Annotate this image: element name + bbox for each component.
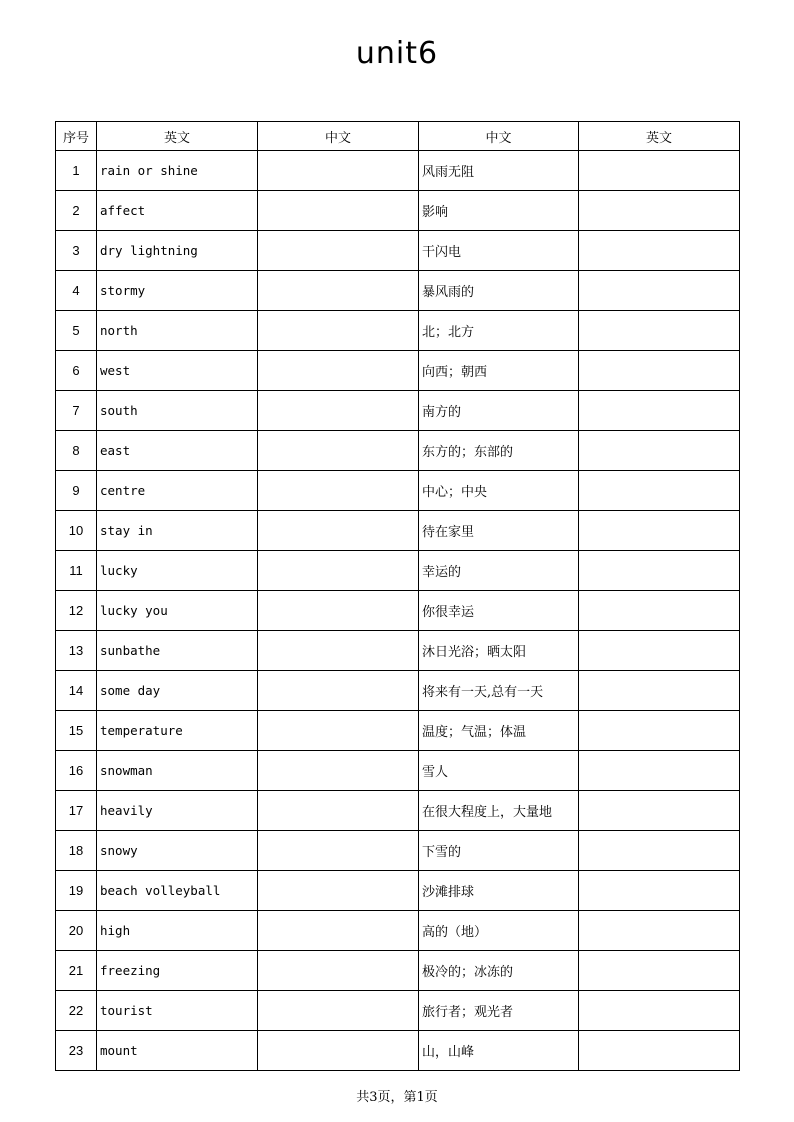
english-word: lucky you xyxy=(97,591,258,631)
row-number: 18 xyxy=(56,831,97,871)
english-word: west xyxy=(97,351,258,391)
english-answer-blank xyxy=(579,351,740,391)
chinese-answer-blank xyxy=(258,311,419,351)
table-row xyxy=(56,471,740,511)
table-body xyxy=(56,151,740,1071)
chinese-meaning: 南方的 xyxy=(419,391,579,431)
chinese-meaning: 雪人 xyxy=(419,751,579,791)
chinese-answer-blank xyxy=(258,431,419,471)
chinese-meaning: 沐日光浴；晒太阳 xyxy=(419,631,579,671)
english-answer-blank xyxy=(579,871,740,911)
english-answer-blank xyxy=(579,791,740,831)
english-answer-blank xyxy=(579,591,740,631)
english-word: lucky xyxy=(97,551,258,591)
chinese-meaning: 幸运的 xyxy=(419,551,579,591)
row-number: 8 xyxy=(56,431,97,471)
english-answer-blank xyxy=(579,391,740,431)
chinese-answer-blank xyxy=(258,231,419,271)
chinese-meaning: 暴风雨的 xyxy=(419,271,579,311)
chinese-meaning: 将来有一天,总有一天 xyxy=(419,671,579,711)
english-word: high xyxy=(97,911,258,951)
row-number: 7 xyxy=(56,391,97,431)
english-answer-blank xyxy=(579,551,740,591)
english-word: tourist xyxy=(97,991,258,1031)
table-row xyxy=(56,951,740,991)
table-row xyxy=(56,991,740,1031)
row-number: 23 xyxy=(56,1031,97,1071)
chinese-meaning: 向西；朝西 xyxy=(419,351,579,391)
row-number: 13 xyxy=(56,631,97,671)
english-answer-blank xyxy=(579,271,740,311)
row-number: 20 xyxy=(56,911,97,951)
english-answer-blank xyxy=(579,151,740,191)
english-word: east xyxy=(97,431,258,471)
row-number: 6 xyxy=(56,351,97,391)
row-number: 14 xyxy=(56,671,97,711)
english-answer-blank xyxy=(579,311,740,351)
chinese-answer-blank xyxy=(258,831,419,871)
table-row xyxy=(56,311,740,351)
row-number: 19 xyxy=(56,871,97,911)
chinese-answer-blank xyxy=(258,1031,419,1071)
english-answer-blank xyxy=(579,911,740,951)
row-number: 10 xyxy=(56,511,97,551)
table-row xyxy=(56,631,740,671)
chinese-meaning: 旅行者；观光者 xyxy=(419,991,579,1031)
english-answer-blank xyxy=(579,671,740,711)
row-number: 12 xyxy=(56,591,97,631)
chinese-answer-blank xyxy=(258,391,419,431)
row-number: 4 xyxy=(56,271,97,311)
chinese-answer-blank xyxy=(258,871,419,911)
english-answer-blank xyxy=(579,471,740,511)
vocabulary-table xyxy=(55,121,740,1071)
row-number: 16 xyxy=(56,751,97,791)
header-row xyxy=(56,122,740,151)
row-number: 21 xyxy=(56,951,97,991)
english-answer-blank xyxy=(579,431,740,471)
english-word: heavily xyxy=(97,791,258,831)
chinese-answer-blank xyxy=(258,591,419,631)
chinese-answer-blank xyxy=(258,271,419,311)
table-row xyxy=(56,911,740,951)
english-answer-blank xyxy=(579,751,740,791)
chinese-meaning: 待在家里 xyxy=(419,511,579,551)
chinese-meaning: 下雪的 xyxy=(419,831,579,871)
chinese-meaning: 高的（地） xyxy=(419,911,579,951)
chinese-answer-blank xyxy=(258,911,419,951)
chinese-meaning: 风雨无阻 xyxy=(419,151,579,191)
header-chinese-blank: 中文 xyxy=(258,122,419,151)
chinese-answer-blank xyxy=(258,991,419,1031)
page-footer: 共3页，第1页 xyxy=(356,1090,438,1105)
english-word: centre xyxy=(97,471,258,511)
chinese-answer-blank xyxy=(258,631,419,671)
table-row xyxy=(56,711,740,751)
english-answer-blank xyxy=(579,1031,740,1071)
header-number: 序号 xyxy=(56,122,97,151)
chinese-answer-blank xyxy=(258,551,419,591)
chinese-answer-blank xyxy=(258,351,419,391)
chinese-answer-blank xyxy=(258,751,419,791)
table-row xyxy=(56,551,740,591)
chinese-answer-blank xyxy=(258,791,419,831)
table-row xyxy=(56,271,740,311)
english-word: beach volleyball xyxy=(97,871,258,911)
row-number: 5 xyxy=(56,311,97,351)
chinese-answer-blank xyxy=(258,191,419,231)
english-word: dry lightning xyxy=(97,231,258,271)
english-answer-blank xyxy=(579,831,740,871)
chinese-meaning: 影响 xyxy=(419,191,579,231)
row-number: 15 xyxy=(56,711,97,751)
english-word: temperature xyxy=(97,711,258,751)
table-row xyxy=(56,391,740,431)
table-row xyxy=(56,791,740,831)
chinese-answer-blank xyxy=(258,711,419,751)
table-row xyxy=(56,351,740,391)
header-english: 英文 xyxy=(97,122,258,151)
header-chinese: 中文 xyxy=(419,122,579,151)
row-number: 17 xyxy=(56,791,97,831)
chinese-answer-blank xyxy=(258,671,419,711)
table-row xyxy=(56,511,740,551)
chinese-answer-blank xyxy=(258,951,419,991)
table-row xyxy=(56,231,740,271)
chinese-meaning: 沙滩排球 xyxy=(419,871,579,911)
english-word: freezing xyxy=(97,951,258,991)
table-row xyxy=(56,751,740,791)
header-english-blank: 英文 xyxy=(579,122,740,151)
english-word: stormy xyxy=(97,271,258,311)
english-word: sunbathe xyxy=(97,631,258,671)
chinese-meaning: 极冷的；冰冻的 xyxy=(419,951,579,991)
chinese-meaning: 干闪电 xyxy=(419,231,579,271)
table-row xyxy=(56,191,740,231)
english-word: snowy xyxy=(97,831,258,871)
chinese-meaning: 中心；中央 xyxy=(419,471,579,511)
chinese-meaning: 山，山峰 xyxy=(419,1031,579,1071)
table-row xyxy=(56,591,740,631)
english-word: some day xyxy=(97,671,258,711)
row-number: 3 xyxy=(56,231,97,271)
chinese-answer-blank xyxy=(258,471,419,511)
chinese-answer-blank xyxy=(258,511,419,551)
english-answer-blank xyxy=(579,231,740,271)
chinese-meaning: 你很幸运 xyxy=(419,591,579,631)
english-word: affect xyxy=(97,191,258,231)
english-answer-blank xyxy=(579,631,740,671)
english-word: snowman xyxy=(97,751,258,791)
table-row xyxy=(56,431,740,471)
table-row xyxy=(56,151,740,191)
english-word: south xyxy=(97,391,258,431)
row-number: 9 xyxy=(56,471,97,511)
chinese-answer-blank xyxy=(258,151,419,191)
english-word: stay in xyxy=(97,511,258,551)
english-answer-blank xyxy=(579,511,740,551)
english-word: mount xyxy=(97,1031,258,1071)
table-row xyxy=(56,871,740,911)
chinese-meaning: 温度；气温；体温 xyxy=(419,711,579,751)
english-answer-blank xyxy=(579,991,740,1031)
chinese-meaning: 东方的；东部的 xyxy=(419,431,579,471)
page-title: unit6 xyxy=(355,36,439,71)
row-number: 2 xyxy=(56,191,97,231)
row-number: 1 xyxy=(56,151,97,191)
row-number: 11 xyxy=(56,551,97,591)
chinese-meaning: 北；北方 xyxy=(419,311,579,351)
table-row xyxy=(56,1031,740,1071)
english-answer-blank xyxy=(579,951,740,991)
english-word: rain or shine xyxy=(97,151,258,191)
english-answer-blank xyxy=(579,191,740,231)
english-word: north xyxy=(97,311,258,351)
table-row xyxy=(56,831,740,871)
english-answer-blank xyxy=(579,711,740,751)
chinese-meaning: 在很大程度上，大量地 xyxy=(419,791,579,831)
row-number: 22 xyxy=(56,991,97,1031)
table-row xyxy=(56,671,740,711)
